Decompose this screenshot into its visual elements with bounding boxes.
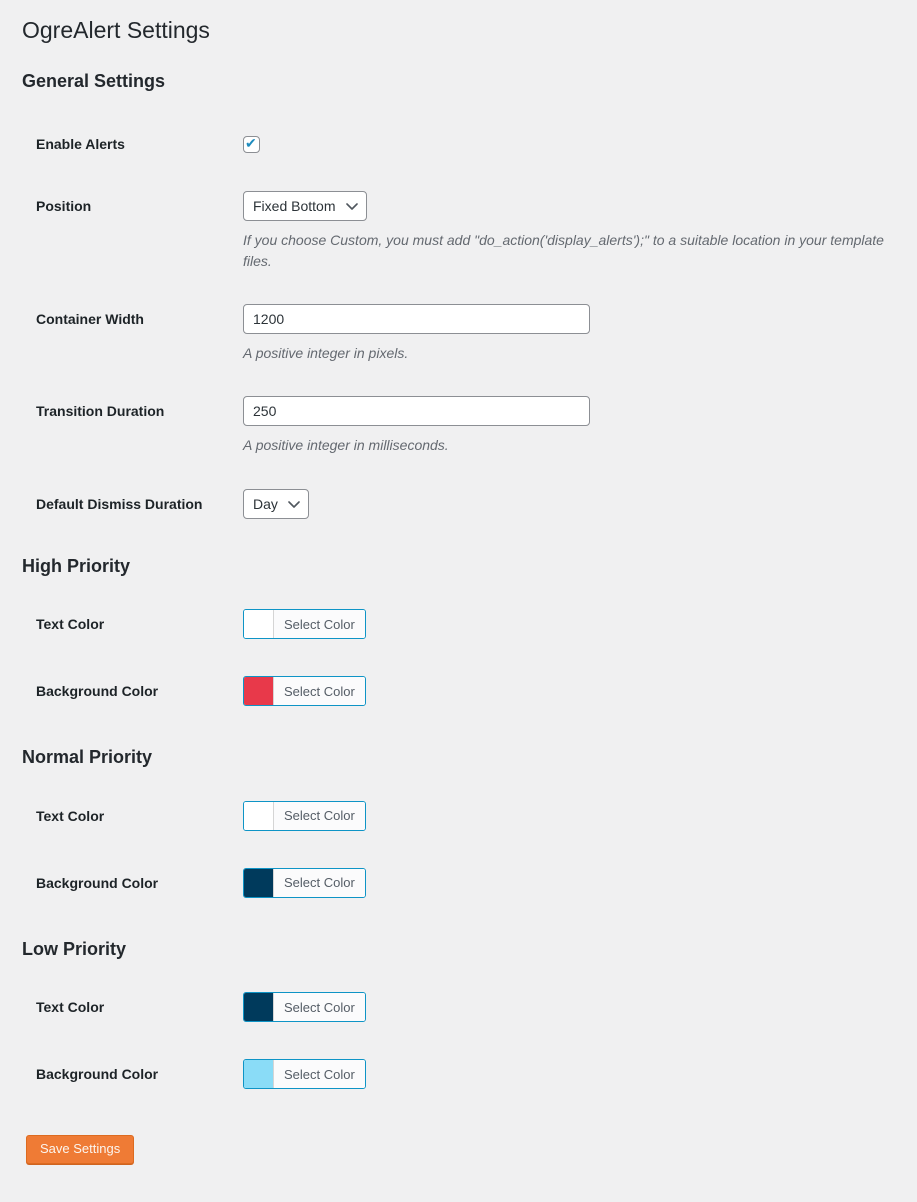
- default-dismiss-duration-select[interactable]: [243, 489, 309, 519]
- field-row-default-dismiss-duration: [36, 489, 890, 519]
- high-background-color-label: Background Color: [36, 683, 159, 700]
- select-color-button-label: Select Color: [274, 869, 365, 897]
- low-background-color-picker-button[interactable]: [243, 1059, 366, 1089]
- dismiss-duration-select-wrap: [243, 489, 309, 519]
- field-row-normal-background-color: [36, 868, 890, 902]
- normal-text-color-label: Text Color: [36, 807, 105, 824]
- transition-duration-input[interactable]: [243, 396, 590, 426]
- position-select-wrap: [243, 191, 367, 221]
- transition-duration-description: A positive integer in milliseconds.: [243, 437, 449, 454]
- low-text-color-swatch: [244, 993, 274, 1021]
- high-text-color-picker-button[interactable]: [243, 609, 366, 639]
- container-width-label: Container Width: [36, 311, 144, 328]
- low-text-color-picker-button[interactable]: [243, 992, 366, 1022]
- section-heading-normal-priority: Normal Priority: [22, 747, 153, 768]
- field-row-high-text-color: [36, 609, 890, 643]
- field-row-normal-text-color: [36, 801, 890, 835]
- select-color-button-label: Select Color: [274, 677, 365, 705]
- field-row-high-background-color: [36, 676, 890, 710]
- enable-alerts-label: Enable Alerts: [36, 136, 125, 153]
- default-dismiss-duration-label: Default Dismiss Duration: [36, 495, 203, 512]
- section-heading-high-priority: High Priority: [22, 555, 131, 576]
- position-description: If you choose Custom, you must add "do_action('display_alerts');" to a suitable location in your template files.: [243, 232, 884, 269]
- low-background-color-label: Background Color: [36, 1066, 159, 1083]
- position-select[interactable]: [243, 191, 367, 221]
- field-row-low-text-color: [36, 992, 890, 1026]
- field-row-position: [36, 191, 890, 271]
- high-background-color-swatch: [244, 677, 274, 705]
- select-color-button-label: Select Color: [274, 1060, 365, 1088]
- high-background-color-picker-button[interactable]: [243, 676, 366, 706]
- section-heading-general-settings: General Settings: [22, 70, 166, 91]
- high-text-color-label: Text Color: [36, 616, 105, 633]
- select-color-button-label: Select Color: [274, 993, 365, 1021]
- normal-text-color-swatch: [244, 802, 274, 830]
- section-heading-low-priority: Low Priority: [22, 938, 127, 959]
- field-row-enable-alerts: [36, 129, 890, 158]
- normal-background-color-swatch: [244, 869, 274, 897]
- save-settings-button[interactable]: Save Settings: [26, 1135, 134, 1164]
- container-width-description: A positive integer in pixels.: [243, 345, 409, 362]
- select-color-button-label: Select Color: [274, 802, 365, 830]
- container-width-input[interactable]: [243, 304, 590, 334]
- position-label: Position: [36, 198, 92, 215]
- normal-background-color-label: Background Color: [36, 874, 159, 891]
- low-background-color-swatch: [244, 1060, 274, 1088]
- transition-duration-label: Transition Duration: [36, 403, 165, 420]
- normal-text-color-picker-button[interactable]: [243, 801, 366, 831]
- high-text-color-swatch: [244, 610, 274, 638]
- low-text-color-label: Text Color: [36, 999, 105, 1016]
- normal-background-color-picker-button[interactable]: [243, 868, 366, 898]
- field-row-low-background-color: [36, 1059, 890, 1093]
- select-color-button-label: Select Color: [274, 610, 365, 638]
- field-row-transition-duration: [36, 396, 890, 455]
- page-title: OgreAlert Settings: [22, 17, 210, 43]
- field-row-container-width: [36, 304, 890, 363]
- enable-alerts-checkbox[interactable]: [243, 136, 260, 153]
